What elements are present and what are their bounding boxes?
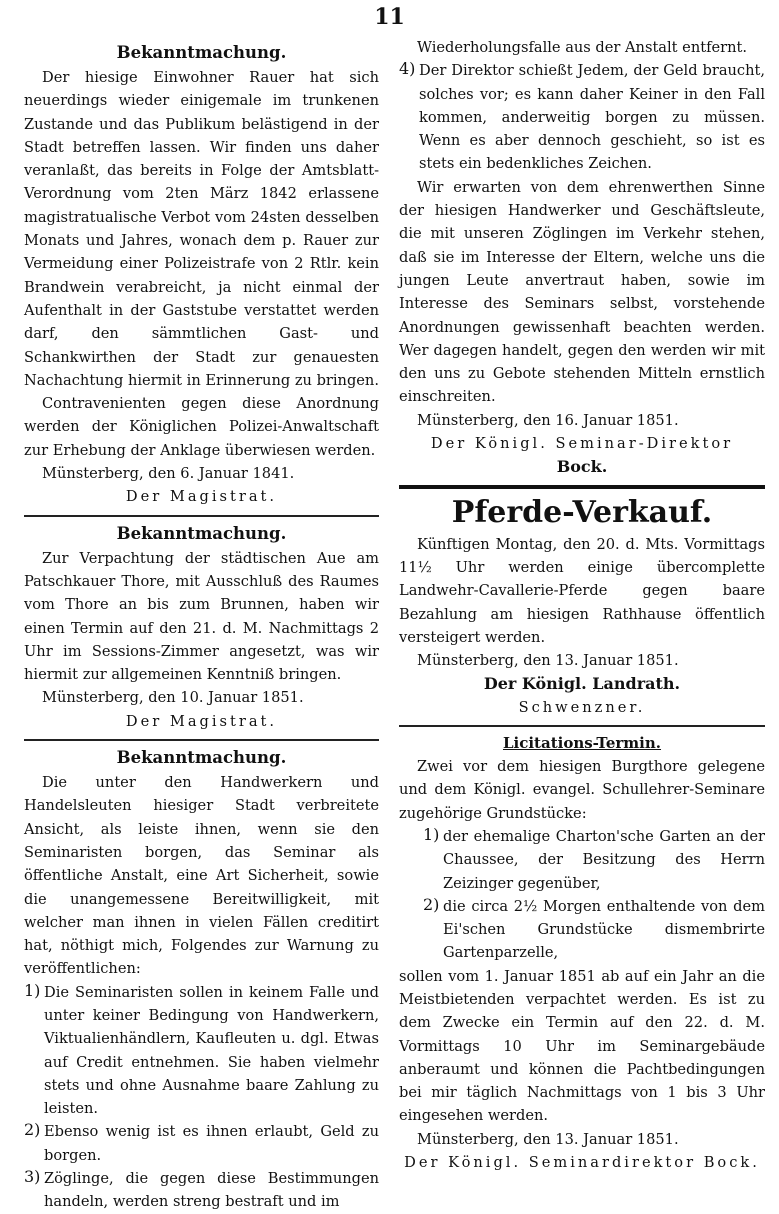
notice-signature: Der Magistrat. — [125, 488, 278, 506]
notice-body: Der hiesige Einwohner Rauer hat sich neuerdings wieder einigemale im trunkenen Zustande und das Publikum belästigend in der Stadt betreffen lassen. Wir finden uns daher veranlaßt, das bereits in Folge der Amtsblatt-Verordnung vom 2ten März 1842 erlassene magistratualische Verbot vom 24sten desselben Monats und Jahres, wonach dem p. Rauer zur Vermeidung einer Polizeistrafe von 2 Rtlr. kein Brandwein verabreicht, ja nicht einmal der Aufenthalt in der Gaststube verstattet werden darf, den sämmtlichen Gast- und Schankwirthen der Stadt zur genauesten Nachachtung hiermit in Erinnerung zu bringen. — [24, 69, 379, 389]
list-item — [24, 1120, 379, 1167]
notice-title: Licitations-Termin. — [502, 734, 662, 753]
list-item — [399, 825, 765, 895]
item-text: Der Direktor schießt Jedem, der Geld braucht, solches vor; es kann daher Keiner in den Fall kommen, anderweitig borgen zu müssen. Wenn es aber dennoch geschieht, so ist es stets ein bedenkliches Zeichen. — [419, 62, 765, 173]
left-column — [24, 40, 379, 1214]
notice-body: Künftigen Montag, den 20. d. Mts. Vormittags 11½ Uhr werden einige übercomplette Landwehr-Cavallerie-Pferde gegen baare Bezahlung am hiesigen Rathhause öffentlich versteigert werden. — [399, 535, 765, 646]
notice-body: Die unter den Handwerkern und Handelsleuten hiesiger Stadt verbreitete Ansicht, als leiste ihnen, wenn sie den Seminaristen borgen, das Seminar als öffentliche Anstalt, eine Art Sicherheit, sowie die unangemessene Bereitwilligkeit, mit welcher man ihnen in vielen Fällen creditirt hat, nöthigt mich, Folgendes zur Warnung zu veröffentlichen: — [24, 774, 379, 978]
item-number: 3) — [24, 1167, 41, 1187]
list-item — [24, 981, 379, 1121]
right-column — [399, 36, 765, 1174]
notice-date: Münsterberg, den 13. Januar 1851. — [417, 652, 679, 670]
divider — [24, 739, 379, 741]
signature-name: Bock. — [556, 457, 608, 477]
notice-title: Bekanntmachung. — [116, 43, 287, 62]
notice-body-2: sollen vom 1. Januar 1851 ab auf ein Jahr an die Meistbietenden verpachtet werden. Es ist zu dem Zwecke ein Termin auf den 22. d. M. Vormittags 10 Uhr im Seminargebäude anberaumt und können die Pachtbedingungen bei mir täglich Nachmittags von 1 bis 3 Uhr eingesehen werden. — [399, 967, 765, 1125]
notice-title: Pferde-Verkauf. — [451, 494, 713, 530]
divider — [24, 515, 379, 517]
item-number: 1) — [423, 824, 440, 844]
list-item — [399, 895, 765, 965]
divider — [399, 485, 765, 489]
item-text: Die Seminaristen sollen in keinem Falle und unter keiner Bedingung von Handwerkern, Viktualienhändlern, Kaufleuten u. dgl. Etwas auf Credit entnehmen. Sie haben vielmehr stets und ohne Ausnahme baare Zahlung zu leisten. — [44, 983, 379, 1118]
notice-body: Zur Verpachtung der städtischen Aue am Patschkauer Thore, mit Ausschluß des Raumes vom Thore an bis zum Brunnen, haben wir einen Termin auf den 21. d. M. Nachmittags 2 Uhr im Sessions-Zimmer angesetzt, was wir hiermit zur allgemeinen Kenntniß bringen. — [24, 549, 379, 684]
notice-body-2: Contravenienten gegen diese Anordnung werden der Königlichen Polizei-Anwaltschaft zur Erhebung der Anklage überwiesen werden. — [24, 395, 379, 459]
continued-text: Wiederholungsfalle aus der Anstalt entfernt. — [417, 39, 747, 56]
notice-signature: Der Königl. Seminardirektor Bock. — [404, 1154, 760, 1172]
item-text: Ebenso wenig ist es ihnen erlaubt, Geld zu borgen. — [44, 1123, 379, 1164]
item-number: 1) — [24, 980, 41, 1000]
item-text: der ehemalige Charton'sche Garten an der Chaussee, der Besitzung des Herrn Zeizinger gegenüber, — [443, 827, 765, 892]
item-number: 4) — [399, 59, 416, 79]
item-text: Zöglinge, die gegen diese Bestimmungen handeln, werden streng bestraft und im — [44, 1170, 379, 1211]
notice-seminar — [24, 745, 379, 1214]
notice-date: Münsterberg, den 10. Januar 1851. — [42, 689, 304, 707]
divider — [399, 725, 765, 727]
list-item — [24, 1167, 379, 1214]
notice-signature: Der Königl. Seminar-Direktor — [430, 435, 734, 453]
notice-title: Bekanntmachung. — [116, 748, 287, 768]
notice-date: Münsterberg, den 13. Januar 1851. — [417, 1130, 679, 1148]
notice-body: Wir erwarten von dem ehrenwerthen Sinne der hiesigen Handwerker und Geschäftsleute, die mit unseren Zöglingen im Verkehr stehen, daß sie im Interesse der Eltern, welche uns die jungen Leute anvertraut haben, sowie im Interesse des Seminars selbst, vorstehende Anordnungen gewissenhaft beachten werden. Wer dagegen handelt, gegen den werden wir mit den uns zu Gebote stehenden Mitteln ernstlich einschreiten. — [399, 178, 765, 406]
notice-signature: Der Magistrat. — [125, 712, 278, 730]
signature-name: Schwenzner. — [518, 698, 646, 716]
notice-auction — [399, 731, 765, 1174]
item-number: 2) — [24, 1120, 41, 1140]
notice-date: Münsterberg, den 6. Januar 1841. — [42, 465, 295, 483]
item-number: 2) — [423, 894, 440, 914]
notice-rauer — [24, 40, 379, 509]
list-item — [399, 59, 765, 175]
notice-horse-sale — [399, 493, 765, 719]
notice-body: Zwei vor dem hiesigen Burgthore gelegene und dem Königl. evangel. Schullehrer-Seminare zugehörige Grundstücke: — [399, 758, 765, 822]
notice-seminar-continued — [399, 36, 765, 479]
notice-title: Bekanntmachung. — [116, 523, 287, 543]
notice-aue — [24, 521, 379, 733]
notice-signature: Der Königl. Landrath. — [483, 674, 681, 694]
item-text: die circa 2½ Morgen enthaltende von dem Ei'schen Grundstücke dismembrirte Gartenparzelle, — [443, 897, 765, 962]
notice-date: Münsterberg, den 16. Januar 1851. — [417, 411, 679, 429]
page-number: 11 — [374, 4, 405, 30]
